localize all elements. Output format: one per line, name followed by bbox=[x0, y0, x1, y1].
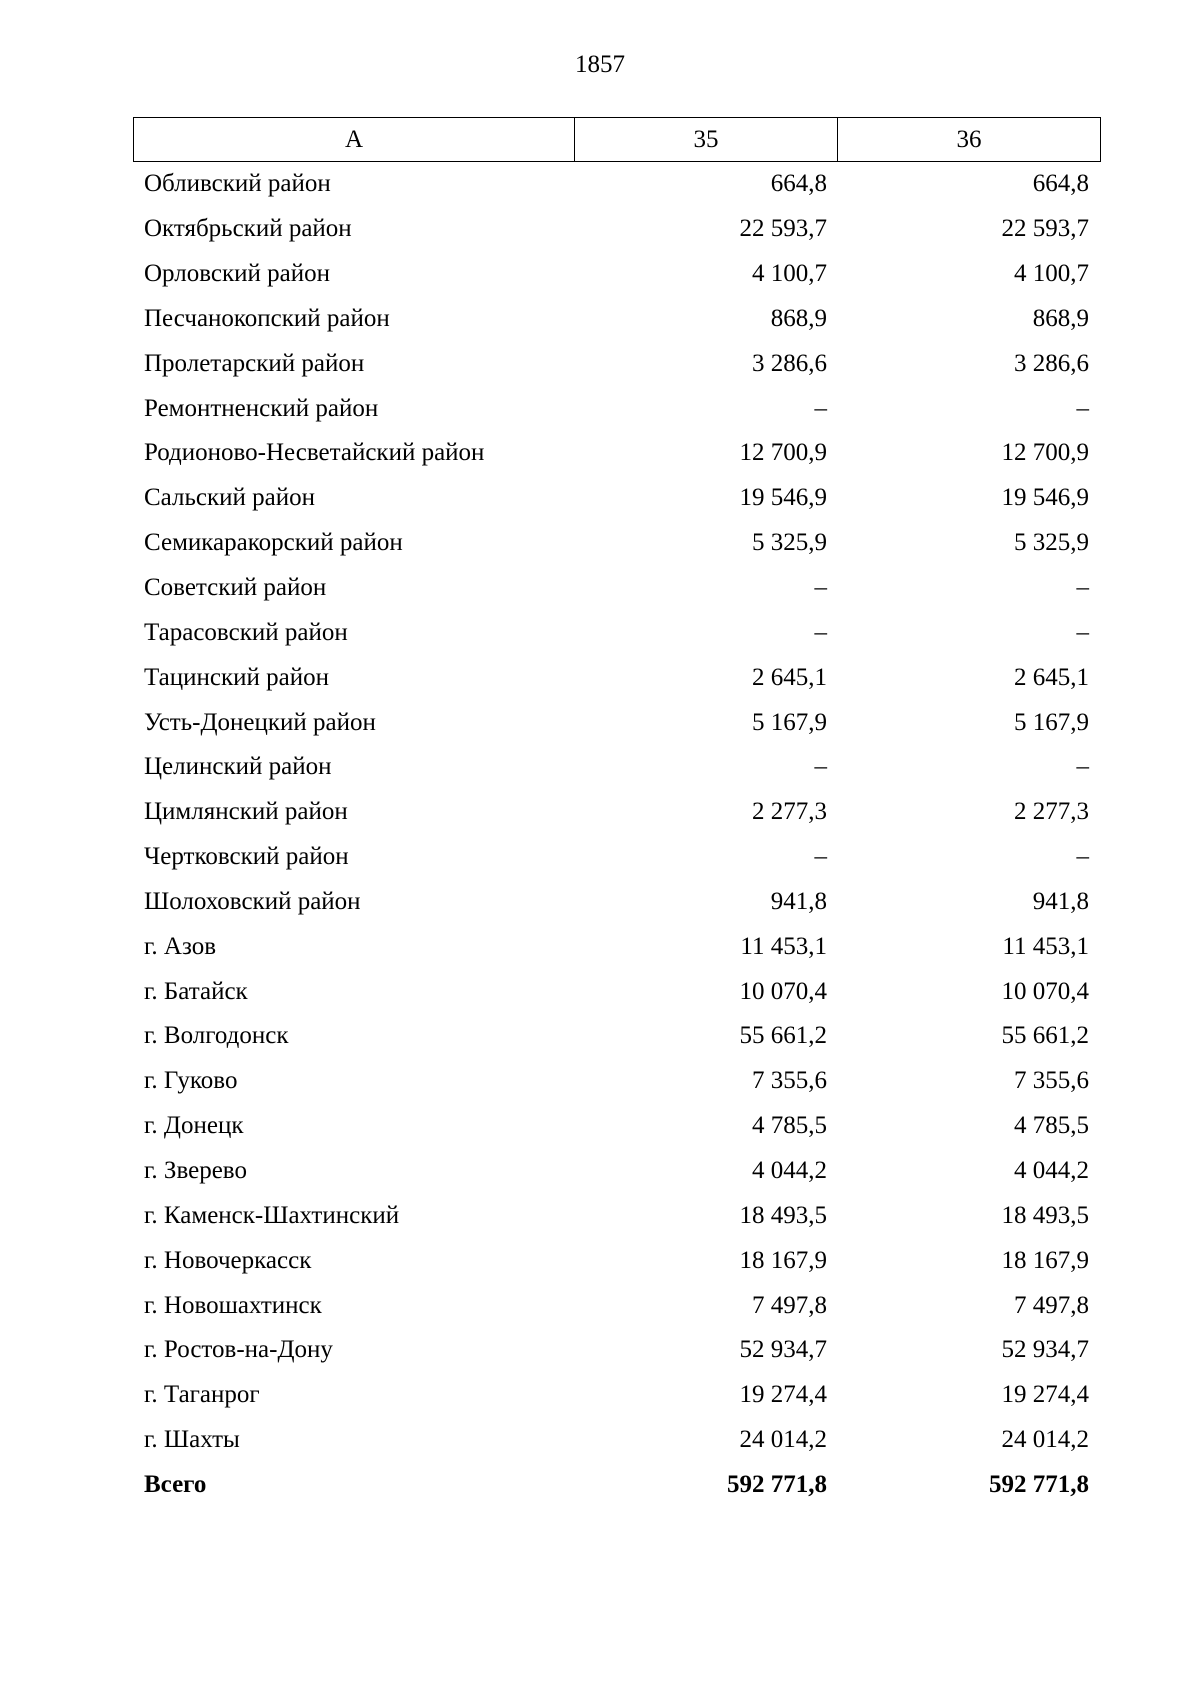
row-value-35: 5 325,9 bbox=[752, 529, 827, 557]
row-value-35: 7 497,8 bbox=[752, 1291, 827, 1319]
row-name: г. Каменск-Шахтинский bbox=[144, 1201, 400, 1229]
row-value-36: 19 274,4 bbox=[1001, 1381, 1089, 1409]
budget-table bbox=[133, 117, 1101, 1507]
page-number: 1857 bbox=[575, 51, 625, 78]
table-row bbox=[133, 655, 1101, 700]
table-body bbox=[133, 162, 1101, 1462]
row-name: г. Донецк bbox=[144, 1112, 244, 1140]
row-name: Усть-Донецкий район bbox=[144, 708, 376, 736]
row-value-35: 2 645,1 bbox=[752, 663, 827, 691]
row-value-35: 19 274,4 bbox=[739, 1381, 827, 1409]
table-row bbox=[133, 1193, 1101, 1238]
table-row bbox=[133, 341, 1101, 386]
header-col-35: 35 bbox=[575, 118, 838, 161]
row-value-36: 55 661,2 bbox=[1001, 1022, 1089, 1050]
row-name: Ремонтненский район bbox=[144, 394, 379, 422]
row-value-35: 5 167,9 bbox=[752, 708, 827, 736]
row-value-35: 868,9 bbox=[770, 304, 827, 332]
row-value-35: 19 546,9 bbox=[739, 484, 827, 512]
row-name: г. Шахты bbox=[144, 1426, 240, 1454]
table-row bbox=[133, 880, 1101, 925]
row-name: г. Новошахтинск bbox=[144, 1291, 322, 1319]
row-name: г. Волгодонск bbox=[144, 1022, 289, 1050]
row-name: Песчанокопский район bbox=[144, 304, 390, 332]
row-name: Орловский район bbox=[144, 260, 330, 288]
row-value-35: 3 286,6 bbox=[752, 349, 827, 377]
table-row bbox=[133, 476, 1101, 521]
table-row bbox=[133, 835, 1101, 880]
table-row bbox=[133, 745, 1101, 790]
row-name: г. Батайск bbox=[144, 977, 248, 1005]
row-value-36: 12 700,9 bbox=[1001, 439, 1089, 467]
table-row bbox=[133, 1283, 1101, 1328]
row-value-36: – bbox=[1076, 574, 1089, 602]
row-value-35: – bbox=[814, 574, 827, 602]
row-value-36: 5 167,9 bbox=[1014, 708, 1089, 736]
row-value-36: 2 277,3 bbox=[1014, 798, 1089, 826]
row-value-36: – bbox=[1076, 843, 1089, 871]
header-col-a: А bbox=[134, 118, 575, 161]
row-value-35: 18 493,5 bbox=[739, 1201, 827, 1229]
row-value-35: – bbox=[814, 843, 827, 871]
total-value-36: 592 771,8 bbox=[989, 1470, 1089, 1498]
table-row bbox=[133, 1014, 1101, 1059]
table-row bbox=[133, 1328, 1101, 1373]
row-name: Обливский район bbox=[144, 170, 331, 198]
row-name: Советский район bbox=[144, 574, 327, 602]
row-value-36: 7 497,8 bbox=[1014, 1291, 1089, 1319]
table-row bbox=[133, 610, 1101, 655]
table-row bbox=[133, 521, 1101, 566]
table-row bbox=[133, 431, 1101, 476]
row-value-36: 7 355,6 bbox=[1014, 1067, 1089, 1095]
row-value-35: 664,8 bbox=[770, 170, 827, 198]
table-row bbox=[133, 1104, 1101, 1149]
row-value-36: – bbox=[1076, 753, 1089, 781]
row-name: г. Новочеркасск bbox=[144, 1246, 312, 1274]
row-value-36: – bbox=[1076, 394, 1089, 422]
row-value-35: 22 593,7 bbox=[739, 215, 827, 243]
row-name: г. Гуково bbox=[144, 1067, 238, 1095]
row-value-36: 4 044,2 bbox=[1014, 1156, 1089, 1184]
table-row bbox=[133, 297, 1101, 342]
row-value-35: 4 100,7 bbox=[752, 260, 827, 288]
row-value-35: 55 661,2 bbox=[739, 1022, 827, 1050]
row-value-36: 664,8 bbox=[1032, 170, 1089, 198]
row-value-36: 2 645,1 bbox=[1014, 663, 1089, 691]
row-value-36: 18 167,9 bbox=[1001, 1246, 1089, 1274]
row-value-35: 24 014,2 bbox=[739, 1426, 827, 1454]
row-value-35: 52 934,7 bbox=[739, 1336, 827, 1364]
row-value-35: 12 700,9 bbox=[739, 439, 827, 467]
row-value-35: – bbox=[814, 618, 827, 646]
total-value-35: 592 771,8 bbox=[727, 1470, 827, 1498]
row-name: г. Таганрог bbox=[144, 1381, 260, 1409]
row-value-35: 4 785,5 bbox=[752, 1112, 827, 1140]
row-name: Чертковский район bbox=[144, 843, 349, 871]
table-row bbox=[133, 207, 1101, 252]
row-value-36: 3 286,6 bbox=[1014, 349, 1089, 377]
row-name: Семикаракорский район bbox=[144, 529, 403, 557]
table-row bbox=[133, 1059, 1101, 1104]
total-row bbox=[133, 1462, 1101, 1507]
row-value-36: 4 785,5 bbox=[1014, 1112, 1089, 1140]
table-row bbox=[133, 386, 1101, 431]
row-value-35: – bbox=[814, 753, 827, 781]
row-value-35: – bbox=[814, 394, 827, 422]
row-value-36: 868,9 bbox=[1032, 304, 1089, 332]
row-name: г. Ростов-на-Дону bbox=[144, 1336, 333, 1364]
table-row bbox=[133, 1373, 1101, 1418]
row-name: Октябрьский район bbox=[144, 215, 352, 243]
row-value-35: 2 277,3 bbox=[752, 798, 827, 826]
header-col-36: 36 bbox=[956, 125, 982, 153]
row-value-36: 5 325,9 bbox=[1014, 529, 1089, 557]
row-value-36: 941,8 bbox=[1032, 887, 1089, 915]
table-row bbox=[133, 1149, 1101, 1194]
table-row bbox=[133, 1418, 1101, 1463]
row-value-36: 22 593,7 bbox=[1001, 215, 1089, 243]
row-name: Цимлянский район bbox=[144, 798, 348, 826]
table-row bbox=[133, 969, 1101, 1014]
row-name: Пролетарский район bbox=[144, 349, 365, 377]
table-row bbox=[133, 252, 1101, 297]
table-header-row bbox=[133, 117, 1101, 162]
row-value-35: 7 355,6 bbox=[752, 1067, 827, 1095]
table-row bbox=[133, 162, 1101, 207]
table-row bbox=[133, 790, 1101, 835]
row-value-35: 18 167,9 bbox=[739, 1246, 827, 1274]
table-row bbox=[133, 700, 1101, 745]
row-name: Тарасовский район bbox=[144, 618, 348, 646]
row-value-35: 11 453,1 bbox=[740, 932, 827, 960]
row-name: Родионово-Несветайский район bbox=[144, 439, 485, 467]
row-value-36: 18 493,5 bbox=[1001, 1201, 1089, 1229]
row-name: г. Азов bbox=[144, 932, 217, 960]
total-label: Всего bbox=[144, 1470, 207, 1498]
row-value-35: 10 070,4 bbox=[739, 977, 827, 1005]
row-value-36: – bbox=[1076, 618, 1089, 646]
row-value-36: 4 100,7 bbox=[1014, 260, 1089, 288]
row-value-36: 19 546,9 bbox=[1001, 484, 1089, 512]
row-name: Сальский район bbox=[144, 484, 315, 512]
row-name: Целинский район bbox=[144, 753, 332, 781]
row-name: Тацинский район bbox=[144, 663, 329, 691]
row-value-35: 941,8 bbox=[770, 887, 827, 915]
table-row bbox=[133, 566, 1101, 611]
row-name: г. Зверево bbox=[144, 1156, 247, 1184]
row-value-36: 11 453,1 bbox=[1002, 932, 1089, 960]
table-row bbox=[133, 1238, 1101, 1283]
row-value-36: 10 070,4 bbox=[1001, 977, 1089, 1005]
table-row bbox=[133, 924, 1101, 969]
row-value-36: 52 934,7 bbox=[1001, 1336, 1089, 1364]
row-name: Шолоховский район bbox=[144, 887, 361, 915]
row-value-36: 24 014,2 bbox=[1001, 1426, 1089, 1454]
row-value-35: 4 044,2 bbox=[752, 1156, 827, 1184]
